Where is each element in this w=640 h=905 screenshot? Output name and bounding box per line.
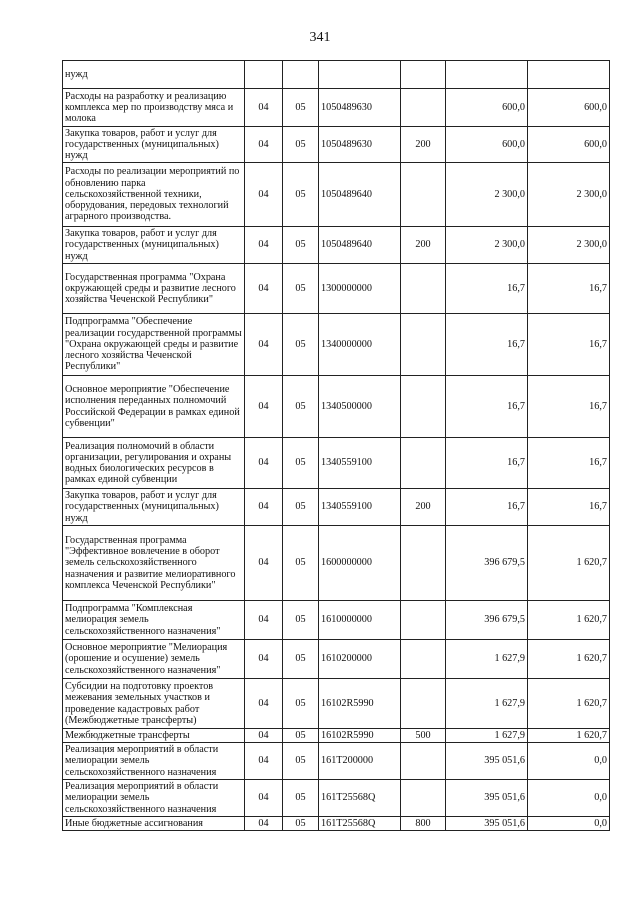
row-subsection: 05 (283, 127, 319, 163)
row-subsection: 05 (283, 314, 319, 376)
row-name: Реализация полномочий в области организации, регулирования и охраны водных биологических ресурсов в рамках единой субвенции (63, 438, 245, 489)
row-amount-1: 395 051,6 (446, 817, 528, 831)
row-amount-1 (446, 61, 528, 89)
row-subsection: 05 (283, 817, 319, 831)
row-amount-2: 1 620,7 (528, 526, 610, 601)
table-row (63, 526, 610, 601)
table-row (63, 127, 610, 163)
row-subsection: 05 (283, 438, 319, 489)
row-target-article: 1340559100 (319, 438, 401, 489)
row-name: Основное мероприятие "Обеспечение исполнения переданных полномочий Российской Федерации в рамках единой субвенции" (63, 376, 245, 438)
row-target-article: 1600000000 (319, 526, 401, 601)
table-row (63, 264, 610, 314)
row-section: 04 (245, 314, 283, 376)
row-section: 04 (245, 163, 283, 227)
table-row (63, 314, 610, 376)
row-name: нужд (63, 61, 245, 89)
row-amount-2 (528, 61, 610, 89)
row-expense-type (401, 438, 446, 489)
row-amount-2: 1 620,7 (528, 640, 610, 679)
row-subsection: 05 (283, 640, 319, 679)
row-expense-type (401, 601, 446, 640)
row-target-article: 1340500000 (319, 376, 401, 438)
row-amount-1: 600,0 (446, 89, 528, 127)
row-amount-1: 396 679,5 (446, 601, 528, 640)
row-target-article (319, 61, 401, 89)
row-target-article: 1050489630 (319, 127, 401, 163)
row-name: Закупка товаров, работ и услуг для государственных (муниципальных) нужд (63, 227, 245, 264)
row-amount-2: 600,0 (528, 127, 610, 163)
row-amount-1: 1 627,9 (446, 640, 528, 679)
row-subsection: 05 (283, 227, 319, 264)
row-name: Основное мероприятие "Мелиорация (орошение и осушение) земель сельскохозяйственного назначения" (63, 640, 245, 679)
row-expense-type (401, 376, 446, 438)
table-row (63, 601, 610, 640)
row-amount-2: 600,0 (528, 89, 610, 127)
row-amount-2: 1 620,7 (528, 729, 610, 743)
table-row (63, 89, 610, 127)
row-amount-2: 16,7 (528, 489, 610, 526)
table-row (63, 780, 610, 817)
table-row (63, 438, 610, 489)
row-amount-1: 396 679,5 (446, 526, 528, 601)
row-section: 04 (245, 376, 283, 438)
row-name: Подпрограмма "Обеспечение реализации государственной программы "Охрана окружающей среды и развитие лесного хозяйства Чеченской Республики" (63, 314, 245, 376)
row-expense-type (401, 89, 446, 127)
row-target-article: 1050489640 (319, 163, 401, 227)
row-subsection: 05 (283, 780, 319, 817)
row-expense-type (401, 679, 446, 729)
row-section: 04 (245, 729, 283, 743)
row-target-article: 1340559100 (319, 489, 401, 526)
row-name: Расходы по реализации мероприятий по обновлению парка сельскохозяйственной техники, оборудования, передовых технологий аграрного производства. (63, 163, 245, 227)
table-row (63, 743, 610, 780)
row-section: 04 (245, 679, 283, 729)
row-expense-type (401, 743, 446, 780)
row-expense-type: 200 (401, 489, 446, 526)
table-row (63, 729, 610, 743)
row-name: Расходы на разработку и реализацию комплекса мер по производству мяса и молока (63, 89, 245, 127)
row-target-article: 1050489630 (319, 89, 401, 127)
row-target-article: 161T25568Q (319, 780, 401, 817)
row-expense-type (401, 780, 446, 817)
row-expense-type: 800 (401, 817, 446, 831)
row-amount-1: 2 300,0 (446, 227, 528, 264)
row-subsection: 05 (283, 601, 319, 640)
row-amount-1: 395 051,6 (446, 743, 528, 780)
row-amount-1: 16,7 (446, 376, 528, 438)
row-amount-2: 1 620,7 (528, 679, 610, 729)
row-subsection: 05 (283, 743, 319, 780)
row-target-article: 1050489640 (319, 227, 401, 264)
row-name: Межбюджетные трансферты (63, 729, 245, 743)
table-row (63, 489, 610, 526)
table-row (63, 817, 610, 831)
row-name: Государственная программа "Охрана окружающей среды и развитие лесного хозяйства Чеченской Республики" (63, 264, 245, 314)
row-expense-type: 200 (401, 127, 446, 163)
row-subsection: 05 (283, 89, 319, 127)
row-target-article: 1610200000 (319, 640, 401, 679)
row-amount-2: 16,7 (528, 376, 610, 438)
row-amount-1: 1 627,9 (446, 729, 528, 743)
row-name: Реализация мероприятий в области мелиорации земель сельскохозяйственного назначения (63, 743, 245, 780)
row-target-article: 1300000000 (319, 264, 401, 314)
row-name: Закупка товаров, работ и услуг для государственных (муниципальных) нужд (63, 489, 245, 526)
row-section: 04 (245, 127, 283, 163)
row-expense-type: 200 (401, 227, 446, 264)
row-amount-1: 600,0 (446, 127, 528, 163)
row-amount-1: 1 627,9 (446, 679, 528, 729)
row-amount-2: 16,7 (528, 264, 610, 314)
row-target-article: 16102R5990 (319, 679, 401, 729)
row-expense-type (401, 264, 446, 314)
row-amount-2: 0,0 (528, 817, 610, 831)
row-amount-2: 16,7 (528, 314, 610, 376)
row-name: Государственная программа "Эффективное вовлечение в оборот земель сельскохозяйственного назначения и развитие мелиоративного комплекса Чеченской Республики" (63, 526, 245, 601)
row-section (245, 61, 283, 89)
row-target-article: 161T25568Q (319, 817, 401, 831)
row-subsection: 05 (283, 264, 319, 314)
row-subsection: 05 (283, 376, 319, 438)
row-amount-1: 16,7 (446, 438, 528, 489)
row-name: Закупка товаров, работ и услуг для государственных (муниципальных) нужд (63, 127, 245, 163)
row-section: 04 (245, 817, 283, 831)
row-expense-type (401, 163, 446, 227)
row-amount-1: 395 051,6 (446, 780, 528, 817)
row-target-article: 16102R5990 (319, 729, 401, 743)
row-amount-2: 2 300,0 (528, 163, 610, 227)
table-row (63, 376, 610, 438)
row-name: Иные бюджетные ассигнования (63, 817, 245, 831)
row-section: 04 (245, 264, 283, 314)
row-amount-1: 16,7 (446, 314, 528, 376)
table-row (63, 640, 610, 679)
row-subsection (283, 61, 319, 89)
row-section: 04 (245, 601, 283, 640)
row-amount-1: 16,7 (446, 489, 528, 526)
table-row (63, 61, 610, 89)
row-subsection: 05 (283, 489, 319, 526)
row-amount-2: 16,7 (528, 438, 610, 489)
row-section: 04 (245, 89, 283, 127)
budget-table (62, 60, 610, 831)
table-row (63, 227, 610, 264)
row-subsection: 05 (283, 163, 319, 227)
row-expense-type: 500 (401, 729, 446, 743)
row-section: 04 (245, 743, 283, 780)
row-amount-1: 2 300,0 (446, 163, 528, 227)
row-section: 04 (245, 640, 283, 679)
row-expense-type (401, 61, 446, 89)
page-number: 341 (309, 30, 331, 45)
row-amount-2: 1 620,7 (528, 601, 610, 640)
row-expense-type (401, 314, 446, 376)
table-row (63, 679, 610, 729)
row-amount-2: 2 300,0 (528, 227, 610, 264)
row-amount-2: 0,0 (528, 780, 610, 817)
row-target-article: 161T200000 (319, 743, 401, 780)
table-row (63, 163, 610, 227)
row-subsection: 05 (283, 526, 319, 601)
row-amount-2: 0,0 (528, 743, 610, 780)
row-section: 04 (245, 526, 283, 601)
row-name: Подпрограмма "Комплексная мелиорация земель сельскохозяйственного назначения" (63, 601, 245, 640)
row-subsection: 05 (283, 729, 319, 743)
row-expense-type (401, 526, 446, 601)
row-amount-1: 16,7 (446, 264, 528, 314)
row-name: Субсидии на подготовку проектов межевания земельных участков и проведение кадастровых работ (Межбюджетные трансферты) (63, 679, 245, 729)
row-target-article: 1340000000 (319, 314, 401, 376)
row-subsection: 05 (283, 679, 319, 729)
row-name: Реализация мероприятий в области мелиорации земель сельскохозяйственного назначения (63, 780, 245, 817)
row-expense-type (401, 640, 446, 679)
row-section: 04 (245, 227, 283, 264)
row-section: 04 (245, 489, 283, 526)
row-section: 04 (245, 438, 283, 489)
row-section: 04 (245, 780, 283, 817)
row-target-article: 1610000000 (319, 601, 401, 640)
